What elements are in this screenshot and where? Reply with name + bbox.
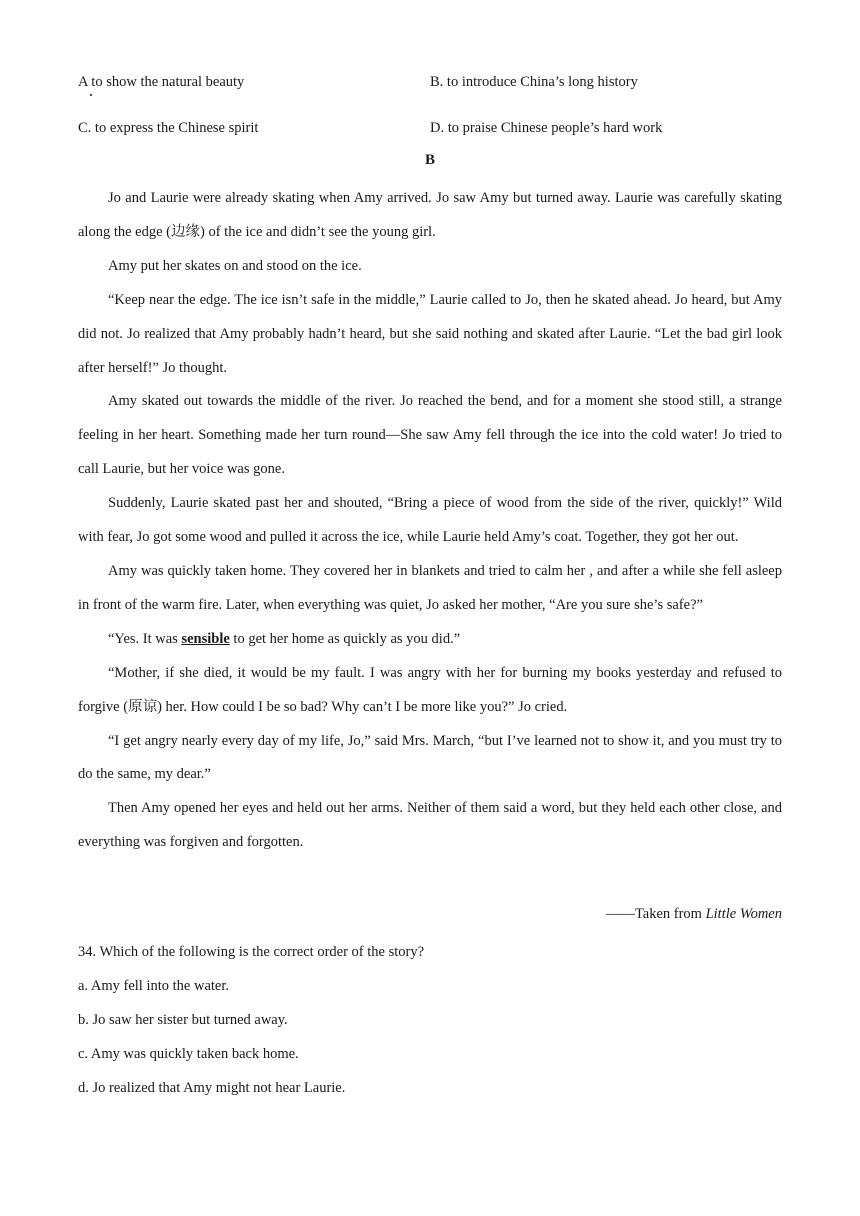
options-row-2: [78, 120, 782, 140]
question-stem: 34. Which of the following is the correct order of the story?: [78, 944, 425, 960]
paragraph-3: “Keep near the edge. The ice isn’t safe in the middle,” Laurie called to Jo, then he skated ahead. Jo heard, but Amy did not. Jo realized that Amy probably hadn’t heard, but she said nothing and skated after Laurie. “Let the bad girl look after herself!” Jo thought.: [78, 291, 782, 376]
option-b: B. to introduce China’s long history: [430, 74, 638, 90]
paragraph-1: Jo and Laurie were already skating when Amy arrived. Jo saw Amy but turned away. Laurie was carefully skating along the edge (边缘) of the ice and didn’t see the young girl.: [78, 190, 782, 240]
paragraph-2: Amy put her skates on and stood on the ice.: [108, 257, 362, 274]
paragraph-6: Amy was quickly taken home. They covered her in blankets and tried to calm her , and after a while she fell asleep in front of the warm fire. Later, when everything was quiet, Jo asked her mother, “Are you sure she’s safe?”: [78, 562, 782, 613]
source-prefix: ——Taken from: [605, 906, 706, 922]
paragraph-8: “Mother, if she died, it would be my fault. I was angry with her for burning my books yesterday and refused to forgive (原谅) her. How could I be so bad? Why can’t I be more like you?” Jo cried.: [78, 664, 782, 715]
paragraph-7: [78, 623, 782, 657]
reading-passage: [78, 182, 782, 860]
question-item: b. Jo saw her sister but turned away.: [78, 1011, 288, 1028]
question-item: a. Amy fell into the water.: [78, 977, 230, 994]
underlined-word: sensible: [181, 630, 230, 647]
option-a: A to show the natural beauty: [78, 74, 245, 90]
paragraph-7-end: to get her home as quickly as you did.”: [229, 630, 461, 647]
question-item: c. Amy was quickly taken back home.: [78, 1045, 299, 1062]
dot-mark: [90, 94, 92, 96]
option-d: D. to praise Chinese people’s hard work: [430, 120, 663, 136]
option-c: C. to express the Chinese spirit: [78, 120, 259, 136]
paragraph-5: Suddenly, Laurie skated past her and shouted, “Bring a piece of wood from the side of the river, quickly!” Wild with fear, Jo got some wood and pulled it across the ice, while Laurie held Amy’s coat. Together, they got her out.: [78, 495, 782, 546]
options-row-1: [78, 74, 782, 94]
paragraph-10: Then Amy opened her eyes and held out her arms. Neither of them said a word, but they held each other close, and everything was forgiven and forgotten.: [78, 800, 782, 851]
section-heading: B: [424, 152, 435, 168]
paragraph-7-start: “Yes. It was: [108, 630, 182, 647]
paragraph-9: “I get angry nearly every day of my life, Jo,” said Mrs. March, “but I’ve learned not to show it, and you must try to do the same, my dear.”: [78, 732, 782, 783]
paragraph-4: Amy skated out towards the middle of the river. Jo reached the bend, and for a moment she stood still, a strange feeling in her heart. Something made her turn round—She saw Amy fell through the ice into the cold water! Jo tried to call Laurie, but her voice was gone.: [78, 393, 782, 478]
question-item: d. Jo realized that Amy might not hear Laurie.: [78, 1079, 346, 1096]
source-attribution: [606, 906, 782, 923]
question-block: [78, 936, 782, 1106]
source-title: Little Women: [705, 906, 782, 922]
